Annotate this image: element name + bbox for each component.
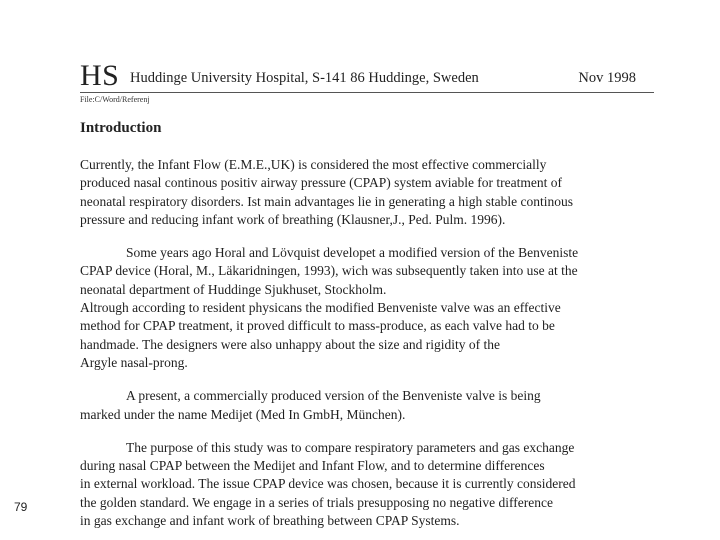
paragraph-2 (80, 244, 660, 372)
text-line: Currently, the Infant Flow (E.M.E.,UK) is considered the most effective commercially (80, 157, 547, 172)
text-line: A present, a commercially produced version of the Benveniste valve is being (126, 388, 541, 404)
paragraph-4 (80, 439, 660, 530)
section-heading: Introduction (80, 120, 162, 136)
text-line: marked under the name Medijet (Med In GmbH, München). (80, 406, 406, 422)
text-line: The purpose of this study was to compare respiratory parameters and gas exchange (126, 439, 575, 455)
text-line: CPAP device (Horal, M., Läkaridningen, 1993), wich was subsequently taken into use at the (80, 263, 578, 279)
header-rule (80, 92, 654, 93)
document-header (80, 60, 654, 94)
text-line: the golden standard. We engage in a series of trials presupposing no negative difference (80, 494, 554, 510)
document-body (80, 156, 660, 530)
hs-logo: HS (80, 59, 120, 92)
text-line: pressure and reducing infant work of breathing (Klausner,J., Ped. Pulm. 1996). (80, 211, 506, 227)
text-line: neonatal department of Huddinge Sjukhuset, Stockholm. (80, 281, 387, 297)
text-line: during nasal CPAP between the Medijet and Infant Flow, and to determine differences (80, 458, 545, 474)
text-line: Altrough according to resident physicans the modified Benveniste valve was an effective (80, 300, 561, 316)
text-line: produced nasal continous positiv airway pressure (CPAP) system aviable for treatment of (80, 175, 563, 191)
hospital-address: Huddinge University Hospital, S-141 86 Huddinge, Sweden (130, 70, 479, 86)
text-line: in gas exchange and infant work of breathing between CPAP Systems. (80, 513, 460, 529)
paragraph-1 (80, 156, 660, 229)
page-number: 79 (14, 500, 28, 514)
text-line: handmade. The designers were also unhappy about the size and rigidity of the (80, 336, 501, 352)
document-date: Nov 1998 (578, 70, 636, 86)
text-line: in external workload. The issue CPAP device was chosen, because it is currently considered (80, 476, 576, 492)
text-line: neonatal respiratory disorders. Ist main advantages lie in generating a high stable continous (80, 193, 573, 209)
paragraph-3 (80, 387, 660, 424)
text-line: Argyle nasal-prong. (80, 354, 188, 370)
file-path: File:C/Word/Referenj (80, 95, 150, 104)
text-line: method for CPAP treatment, it proved difficult to mass-produce, as each valve had to be (80, 318, 555, 334)
text-line: Some years ago Horal and Lövquist developet a modified version of the Benveniste (126, 245, 579, 261)
